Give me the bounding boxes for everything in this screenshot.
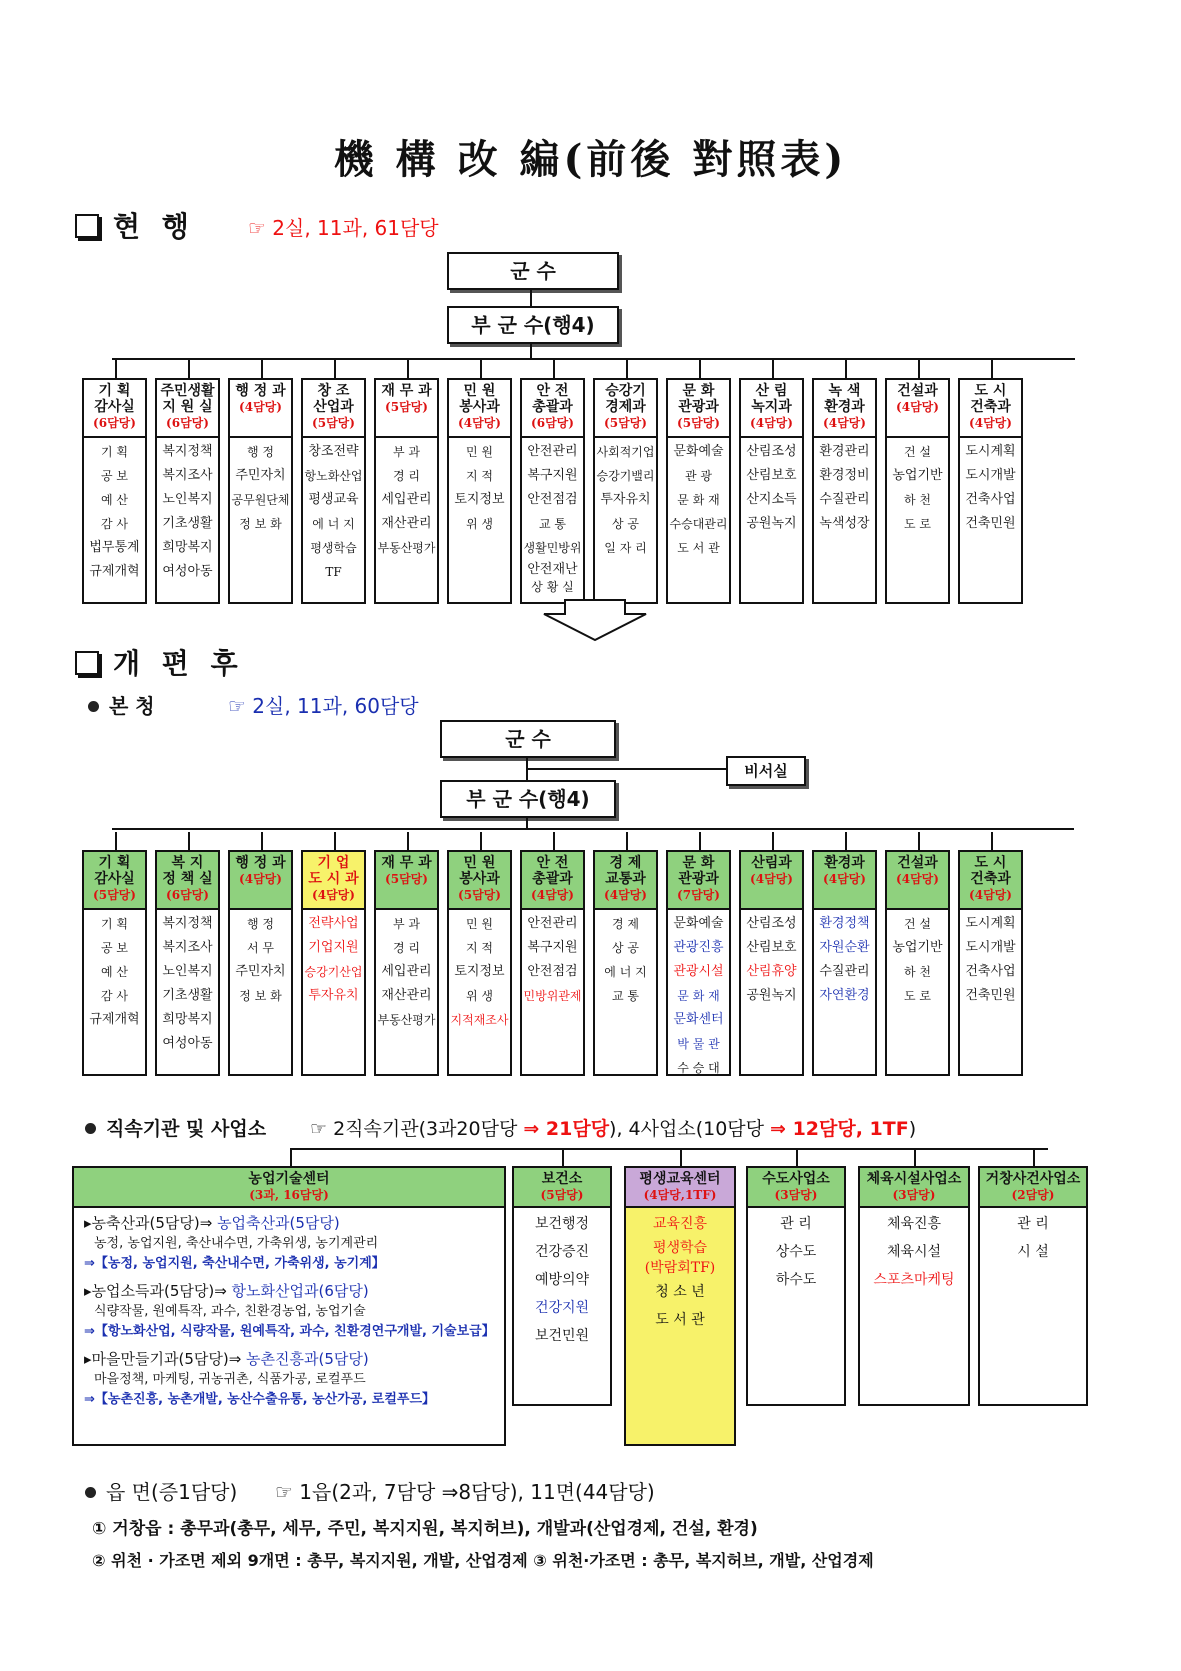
agency-unit: 거창사건사업소 (2담당) 관 리 시 설 [978,1166,1088,1406]
agency-unit: 수도사업소 (3담당) 관 리 상수도 하수도 [746,1166,846,1406]
org-unit: 기 획 감사실 (6담당) 기 획 공 보 예 산 감 사 법무통계 규제개혁 [82,378,147,604]
org-unit: 주민생활 지 원 실 (6담당) 복지정책 복지조사 노인복지 기초생활 희망복지 여성아동 [155,378,220,604]
current-deputy-box: 부 군 수(행4) [447,306,619,344]
agency-unit: 보건소 (5담당) 보건행정 건강증진 예방의약 건강지원 보건민원 [512,1166,612,1406]
org-unit: 안 전 총괄과 (4담당) 안전관리 복구지원 안전점검 민방위관제 [520,850,585,1076]
page-title: 機 構 改 編(前後 對照表) [333,136,848,183]
org-unit: 산 림 녹지과 (4담당) 산림조성 산림보호 산지소득 공원녹지 [739,378,804,604]
org-unit: 환경과 (4담당) 환경정책 자원순환 수질관리 자연환경 [812,850,877,1076]
after-deputy-box: 부 군 수(행4) [440,780,616,818]
after-heading: 개 편 후 [75,642,244,682]
down-arrow-icon [540,598,650,642]
agency-unit: 평생교육센터 (4담당,1TF) 교육진흥 평생학습 (박람회TF) 청 소 년 도 서 관 [624,1166,736,1446]
secretary-box: 비서실 [726,756,806,786]
towns-line-2: ② 위천 · 가조면 제외 9개면 : 총무, 복지지원, 개발, 산업경제 ③ 위천·가조면 : 총무, 복지허브, 개발, 산업경제 [92,1551,874,1570]
org-unit: 도 시 건축과 (4담당) 도시계획 도시개발 건축사업 건축민원 [958,850,1023,1076]
org-unit: 기 업 도 시 과 (4담당) 전략사업 기업지원 승강기산업 투자유치 [301,850,366,1076]
org-unit: 재 무 과 (5담당) 부 과 경 리 세입관리 재산관리 부동산평가 [374,378,439,604]
current-mayor-box: 군 수 [447,252,619,290]
org-unit: 산림과 (4담당) 산림조성 산림보호 산림휴양 공원녹지 [739,850,804,1076]
current-summary: ☞ 2실, 11과, 61담당 [248,216,439,240]
agency-unit: 체육시설사업소 (3담당) 체육진흥 체육시설 스포츠마케팅 [858,1166,970,1406]
after-subheading: 본 청 [88,690,155,719]
org-unit: 문 화 관광과 (7담당) 문화예술 관광진흥 관광시설 문 화 재 문화센터 박 물 관 수 승 대 [666,850,731,1076]
org-unit: 행 정 과 (4담당) 행 정 주민자치 공무원단체 정 보 화 [228,378,293,604]
after-mayor-box: 군 수 [440,720,616,758]
towns-heading: 읍 면(증1담당) [85,1476,237,1505]
towns-line-1: ① 거창읍 : 총무과(총무, 세무, 주민, 복지지원, 복지허브), 개발과(산업경제, 건설, 환경) [92,1519,758,1539]
org-unit: 복 지 정 책 실 (6담당) 복지정책 복지조사 노인복지 기초생활 희망복지 여성아동 [155,850,220,1076]
agencies-summary: ☞ 2직속기관(3과20담당 ⇒ 21담당), 4사업소(10담당 ⇒ 12담당, 1TF) [310,1118,917,1140]
after-summary: ☞ 2실, 11과, 60담당 [228,694,419,718]
org-unit: 경 제 교통과 (4담당) 경 제 상 공 에 너 지 교 통 [593,850,658,1076]
org-unit: 승강기 경제과 (5담당) 사회적기업 승강기밸리 투자유치 상 공 일 자 리 [593,378,658,604]
org-unit: 녹 색 환경과 (4담당) 환경관리 환경정비 수질관리 녹색성장 [812,378,877,604]
current-heading: 현 행 [75,205,195,245]
org-unit: 재 무 과 (5담당) 부 과 경 리 세입관리 재산관리 부동산평가 [374,850,439,1076]
org-unit: 기 획 감사실 (5담당) 기 획 공 보 예 산 감 사 규제개혁 [82,850,147,1076]
agri-center-box: 농업기술센터 (3과, 16담당) ▸농축산과(5담당)⇒ 농업축산과(5담당) 농정, 농업지원, 축산내수면, 가축위생, 농기계관리 ⇒【농정, 농업지원, 축산내수면, 가축위생, 농기계】 ▸농업소득과(5담당)⇒ 항노화산업과(6담당) 식량작물, 원예특작, 과수, 친환경농업, 농업기술 ⇒【항노화산업, 식량작물, 원예특작, 과수, 친환경연구개발, 기술보급】 ▸마을만들기과(5담당)⇒ 농촌진흥과(5담당) 마을정책, 마케팅, 귀농귀촌, 식품가공, 로컬푸드 ⇒【농촌진흥, 농촌개발, 농산수출유통, 농산가공, 로컬푸드】 [72,1166,506,1446]
org-unit: 건설과 (4담당) 건 설 농업기반 하 천 도 로 [885,850,950,1076]
org-unit: 민 원 봉사과 (5담당) 민 원 지 적 토지정보 위 생 지적재조사 [447,850,512,1076]
org-unit: 문 화 관광과 (5담당) 문화예술 관 광 문 화 재 수승대관리 도 서 관 [666,378,731,604]
org-unit: 민 원 봉사과 (4담당) 민 원 지 적 토지정보 위 생 [447,378,512,604]
org-unit: 행 정 과 (4담당) 행 정 서 무 주민자치 정 보 화 [228,850,293,1076]
org-unit: 건설과 (4담당) 건 설 농업기반 하 천 도 로 [885,378,950,604]
org-unit: 안 전 총괄과 (6담당) 안전관리 복구지원 안전점검 교 통 생활민방위 안전재난 상 황 실 [520,378,585,604]
towns-summary: ☞ 1읍(2과, 7담당 ⇒8담당), 11면(44담당) [275,1480,655,1504]
agencies-heading: 직속기관 및 사업소 [85,1114,266,1141]
org-unit: 창 조 산업과 (5담당) 창조전략 항노화산업 평생교육 에 너 지 평생학습TF [301,378,366,604]
org-unit: 도 시 건축과 (4담당) 도시계획 도시개발 건축사업 건축민원 [958,378,1023,604]
